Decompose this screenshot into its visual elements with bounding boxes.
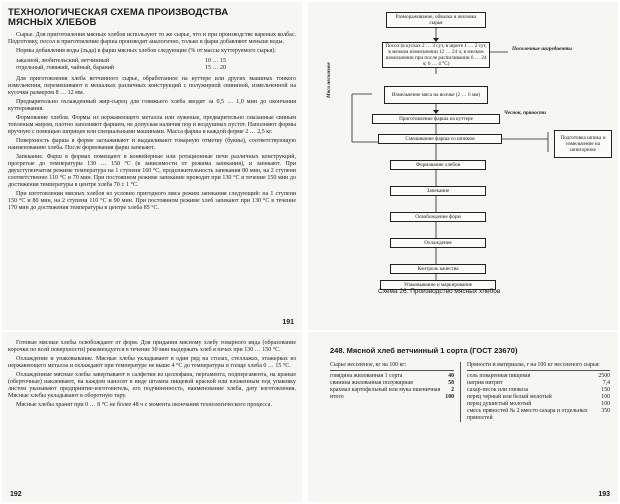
flow-step-cooling: Охлаждение <box>390 238 486 248</box>
page-number: 193 <box>598 491 610 498</box>
spice-row: перец душистый молотый 100 <box>467 401 610 407</box>
flow-step-quality-control: Контроль качества <box>390 264 486 274</box>
page-number: 191 <box>282 319 294 326</box>
body-text <box>8 32 296 55</box>
spice-row: перец черный или белый молотый 100 <box>467 394 610 400</box>
side-label-unsalted-meat: Мясо несоленое <box>326 62 332 98</box>
side-label-garlic-spices: Чеснок, пряности <box>504 110 546 116</box>
norm-row: заказной, любительский, ветчинный 10 … 15 <box>16 58 226 65</box>
spice-row: сахар-песок или глюкоза 150 <box>467 387 610 393</box>
norm-row: отдельный, говяжий, чайный, бараний 15 … 20 <box>16 65 226 72</box>
body-text <box>8 340 296 409</box>
paragraph: Запекание. Фарш в формах помещают в конвейерные или ротационные печи различных конструкций, прогретые до температуры 130 … 150 °С (в зависимости от режима запекания), и запекают. При двухступенчатом режиме температура на 1 ступени 160 °С, продолжительность запекания 80 мин, на 2 ступени соответственно 110 °С и 70 мин. При постоянном режиме запекание проводят при 130 °С в течение 150 мин до достижения температуры в центре хлеба 70 ± 1 °С. <box>8 153 296 189</box>
raw-materials-header: Сырье несоленое, кг на 100 кг: <box>330 362 454 371</box>
paragraph: Формование хлебов. Формы из нержавеющего металла или луженые, предварительно смазанные свиным топленым жиром, плотно заполняют фаршем, не допуская наличия пор и воздушных пустот. Наполняют формы вручную с помощью шприцев или специальными машинами. Масса фарша в каждой форме 2 … 2,5 кг. <box>8 114 296 135</box>
flow-step-baking: Запекание <box>390 186 486 196</box>
recipe-table <box>330 362 610 422</box>
raw-row: свинина жилованная полужирная 58 <box>330 380 454 386</box>
paragraph: Предварительно охлажденный жир-сырец для говяжьего хлеба вводят за 0,5 … 1,0 мин до окончания куттерования. <box>8 98 296 112</box>
flow-step-mixing: Смешивание фарша со шпиком <box>378 134 502 144</box>
body-text <box>8 76 296 213</box>
norms-title: Нормы добавления воды (льда) в фарш мясных хлебов следующие (% от массы куттеруемого сырья): <box>16 47 276 54</box>
paragraph: Охлажденные мясные хлебы завертывают в салфетки из целлофана, пергамента, подпергамента, на краные (оберточные) наклеивают, на каждом наносят в виде штампа пищевой краской или вложенным под упаковку листом указывают предприятие-изготовитель, его подчиненность, наименование хлеба, дату изготовления. Мясные хлебы укладывают в оборотную тару. <box>8 371 296 400</box>
spice-row: соль поваренная пищевая 2500 <box>467 373 610 379</box>
flow-step-packing: Упаковывание и маркирование <box>380 280 496 290</box>
paragraph: Мясные хлебы хранят при 0 … 8 °С не более 48 ч с момента окончания технологического процесса. <box>16 402 272 409</box>
page-number: 192 <box>10 491 22 498</box>
raw-row: итого 100 <box>330 394 454 400</box>
paragraph: Для приготовления хлеба ветчинного сырье, обработанное на куттере или других машинах тонкого измельчения, перемешивают в мешалках различных конструкций с полужирной свининой, измельченной на кусочки размером 8 … 12 мм. <box>8 75 296 96</box>
paragraph: Охлаждение и упаковывание. Мясные хлебы укладывают в один ряд на столах, стеллажах, этажерках из нержавеющего металла и охлаждают при температуре не выше 4 °С до температуры в толще хлеба 0 … 15 °С. <box>8 355 296 370</box>
flow-step-salting: Посол (в кусках 2 … 3 сут, в шроте 1 … 2 сут, в мелком измельчении 12 … 24 ч, в мелком измельчении при после распиливании 6 … 24 ч; 0 … 4 °С) <box>382 42 490 68</box>
raw-row: говядина жилованная 1 сорта 40 <box>330 373 454 379</box>
paragraph: Готовые мясные хлебы освобождают от форм. Для придания мясному хлебу товарного вида (образование корочки по всей поверхности) рекомендуется в течение 30 мин выдержать хлеб в печах при 130 … 150 °С. <box>8 340 296 354</box>
spice-row: смесь пряностей № 2 вместо сахара и отдельных пряностей 350 <box>467 408 610 421</box>
flow-step-grinding: Измельчение мяса на волчке (2 … 6 мм) <box>384 86 488 104</box>
norms-list <box>16 58 296 72</box>
page-191 <box>2 2 302 330</box>
paragraph: При изготовлении мясных хлебов из условно пригодного мяса режим запекания следующий: на 1 ступени 150 °С и 80 мин, на 2 ступени 110 °С и 90 мин. При постоянном режиме хлеб запекают при 130 °С в течение 170 мин до достижения температуры в центре хлеба 85 °С. <box>8 191 296 212</box>
side-label-salting-ingredients: Посолочные ингредиенты <box>512 46 572 52</box>
paragraph: Сырье. Для приготовления мясных хлебов используют то же сырье, что и при производстве вареных колбас. Подготовку, посол и приготовление фарша производят аналогично, только в фарш добавляют меньше воды. <box>8 32 296 46</box>
flow-step-unmolding: Освобождение форм <box>390 212 486 222</box>
spice-row: натрия нитрит 7,4 <box>467 380 610 386</box>
flow-step-thawing: Размораживание, обвалка и жиловка сырья <box>386 12 486 28</box>
page-193-recipe <box>308 332 618 502</box>
paragraph: Поверхность фарша в форме заглаживают и выдавливают товарную отметку (буквы), соответствующую наименованию хлеба. После формования фарш запекают. <box>8 137 296 151</box>
flow-side-box-bacon: Подготовка шпика и измельчение на шпигорезке <box>554 130 612 158</box>
raw-row: крахмал картофельный или мука пшеничная 2 <box>330 387 454 393</box>
spices-header: Пряности и материалы, г на 100 кг несоленого сырья: <box>467 362 610 371</box>
page-192 <box>2 332 302 502</box>
page-193-flowchart <box>308 2 618 330</box>
flow-step-forming: Формование хлебов <box>390 160 486 170</box>
raw-materials-column <box>330 362 461 422</box>
page-heading: ТЕХНОЛОГИЧЕСКАЯ СХЕМА ПРОИЗВОДСТВА МЯСНЫХ ХЛЕБОВ <box>8 7 229 28</box>
flow-step-cutter: Приготовление фарша на куттере <box>372 114 500 124</box>
figure-caption: Схема 26. Производство мясных хлебов <box>378 288 501 295</box>
spices-column <box>461 362 610 422</box>
recipe-title: 248. Мясной хлеб ветчинный 1 сорта (ГОСТ 23670) <box>330 346 518 355</box>
